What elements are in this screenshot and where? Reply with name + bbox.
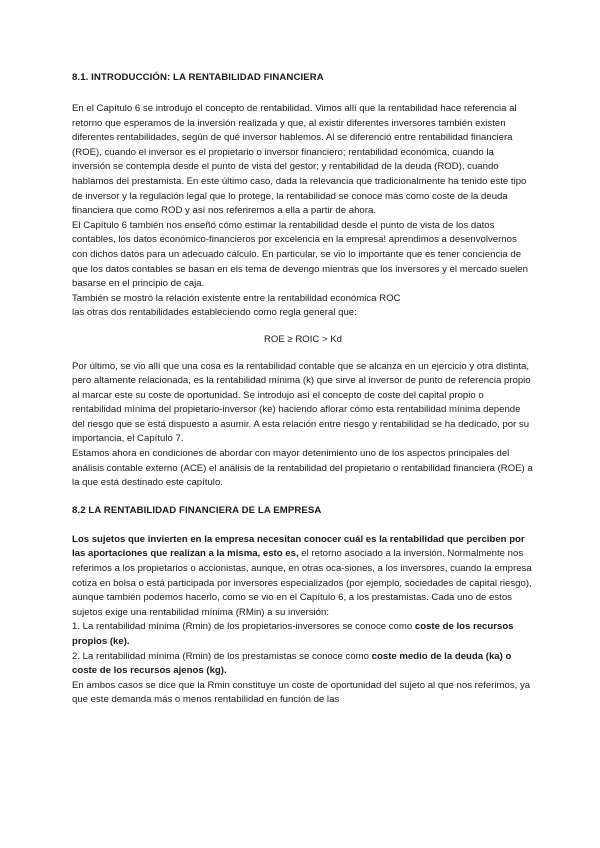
document-page (72, 60, 534, 708)
section-heading-8-1: 8.1. INTRODUCCIÓN: LA RENTABILIDAD FINANCIERA (72, 72, 324, 83)
list-item-2-text: 2. La rentabilidad mínima (Rmin) de los prestamistas se conoce como (72, 650, 372, 662)
paragraph-opportunity-cost: En ambos casos se dice que la Rmin constituye un coste de oportunidad del sujeto al que nos referimos, ya que este demanda más o menos rentabilidad en función de las (72, 679, 531, 706)
section-heading-8-2: 8.2 LA RENTABILIDAD FINANCIERA DE LA EMPRESA (72, 504, 322, 516)
list-item-1-bold: coste de los recursos propios (ke). (72, 621, 514, 647)
paragraph-chapter-purpose: Estamos ahora en condiciones de abordar con mayor detenimiento uno de los aspectos principales del análisis contable externo (ACE) el análisis de la rentabilidad del propietario o rentabilidad financiera (ROE) a la que está destinado este capítulo. (72, 448, 533, 489)
paragraph-relation-roc: También se mostró la relación existente entre la rentabilidad económica ROC (72, 292, 401, 304)
paragraph-minimum-return: Por último, se vio allí que una cosa es la rentabilidad contable que se alcanza en un ejercicio y otra distinta, pero altamente relacionada, es la rentabilidad mínima (k) que sirve al inversor de punto de referencia propio al marcar este su coste de oportunidad. Se introdujo así el concepto de coste del capital propio o rentabilidad mínima del propietario-inversor (ke) haciendo aflorar cómo esta rentabilidad mínima depende del riesgo que se está dispuesto a asumir. A esta relación entre riesgo y rentabilidad se ha dedicado, por su importancia, el Capítulo 7. (72, 360, 531, 445)
list-item-2 (72, 650, 534, 679)
paragraph-investors (72, 533, 534, 621)
list-item-1-text: 1. La rentabilidad mínima (Rmin) de los propietarios-inversores se conoce como (72, 621, 415, 633)
paragraph-intro: En el Capítulo 6 se introdujo el concepto de rentabilidad. Vimos allí que la rentabilidad hace referencia al retorno que esperamos de la inversión realizada y que, al existir diferentes inversores también existen diferentes rentabilidades, según de qué inversor hablemos. Al se diferenció entre rentabilidad financiera (ROE), cuando el inversor es el propietario o inversor financiero; rentabilidad económica, cuando la inversión se contempla desde el punto de vista del gestor; y rentabilidad de la deuda (ROD), cuando hablamos del prestamista. En este último caso, dada la relevancia que tradicionalmente ha tenido este tipo de inversor y la regulación legal que lo protege, la rentabilidad se conoce más como coste de la deuda financiera que como ROD y así nos referiremos a ella a partir de ahora. (72, 103, 527, 217)
list-item-1 (72, 620, 534, 649)
list-item-2-bold: coste medio de la deuda (ka) o coste de los recursos ajenos (kg). (72, 650, 512, 677)
paragraph-investors-bold: Los sujetos que invierten en la empresa necesitan conocer cuál es la rentabilidad que perciben por las aportaciones que realizan a la misma, esto es, (72, 533, 525, 560)
paragraph-chapter6-accounting: El Capítulo 6 también nos enseñó cómo estimar la rentabilidad desde el punto de vista de los datos contables, los datos económico-financieros por excelencia en la empresa! aprendimos a desenvolvernos con dichos datos para un adecuado cálculo. En particular, se vio lo importante que es tener conciencia de que los datos contables se basan en els tema de devengo mientras que los inversores y el mercado suelen basarse en el principio de caja. (72, 219, 528, 290)
paragraph-general-rule: las otras dos rentabilidades estableciendo como regla general que: (72, 307, 357, 319)
paragraph-investors-rest: el retorno asociado a la inversión. Normalmente nos referimos a los propietarios o accionistas, aunque, en otras oca-siones, a los inversores, cuando la empresa cotiza en bolsa o está participada por inversores especializados (por ejemplo, sociedades de capital riesgo), aunque también podemos hacerlo, como se vio en el Capítulo 6, a los prestamistas. Cada uno de estos sujetos exige una rentabilidad mínima (RMin) a su inversión: (72, 548, 532, 618)
formula-roe-roic-kd: ROE ≥ ROIC > Kd (263, 333, 343, 345)
